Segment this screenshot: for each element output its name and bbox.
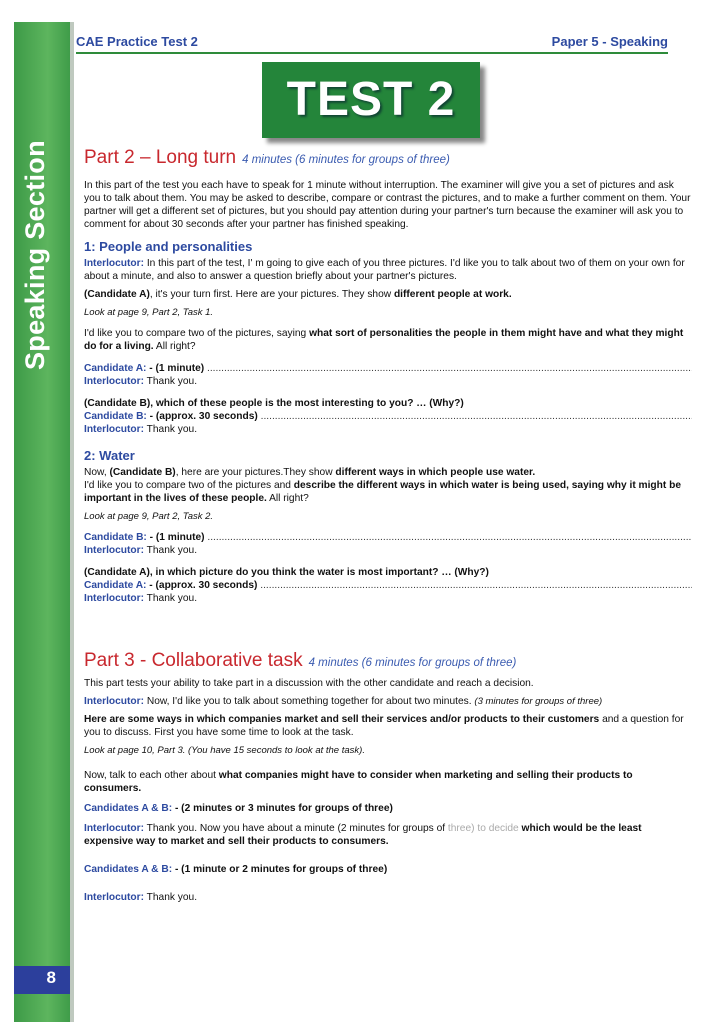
part3-heading: Part 3 - Collaborative task 4 minutes (6 minutes for groups of three) bbox=[84, 650, 517, 671]
part3-final-thanks: Interlocutor: Thank you. bbox=[84, 892, 198, 903]
task2-thanks-2: Interlocutor: Thank you. bbox=[84, 593, 198, 604]
task2-question-a: (Candidate A), in which picture do you think the water is most important? … (Why?) bbox=[84, 567, 489, 578]
task1-heading: 1: People and personalities bbox=[84, 239, 253, 254]
task2-heading: 2: Water bbox=[84, 448, 135, 463]
part3-talk: Now, talk to each other about what companies might have to consider when marketing and selling their products to consumers. bbox=[84, 770, 633, 794]
part3-thanks-decide: Interlocutor: Thank you. Now you have about a minute (2 minutes for groups of three) to decide which would be the least expensive way to market and sell their products to consumers. bbox=[84, 823, 642, 847]
header-left: CAE Practice Test 2 bbox=[76, 34, 198, 49]
part2-intro: In this part of the test you each have to speak for 1 minute without interruption. The examiner will give you a set of pictures and ask you to talk about them. You may be asked to describe, compare or contrast the pictures, and to make a further comment on them. Your partner will get a different set of pictures, but you should pay attention during your partner's turn because the examiner will ask you to comment for about 30 seconds after your partner has finished speaking. bbox=[84, 180, 691, 230]
running-header bbox=[76, 30, 668, 54]
task1-compare: I'd like you to compare two of the pictures, saying what sort of personalities the people in them might have and what they might do for a living. All right? bbox=[84, 328, 684, 352]
main-content bbox=[84, 147, 692, 909]
task1-candidate-a-line: Candidate A: - (1 minute) ..... bbox=[84, 362, 692, 375]
part3-interlocutor: Interlocutor: Now, I'd like you to talk about something together for about two minutes. (3 minutes for groups of three) bbox=[84, 696, 603, 707]
part3-candidates-line-2: Candidates A & B: - (1 minute or 2 minutes for groups of three) bbox=[84, 864, 388, 875]
task2-candidate-b-line: Candidate B: - (1 minute) ..... bbox=[84, 531, 692, 544]
part3-look: Look at page 10, Part 3. (You have 15 seconds to look at the task). bbox=[84, 745, 365, 756]
task1-question-b: (Candidate B), which of these people is the most interesting to you? … (Why?) bbox=[84, 398, 464, 409]
task2-now: Now, (Candidate B), here are your pictures.They show different ways in which people use water. bbox=[84, 467, 536, 478]
task1-thanks: Interlocutor: Thank you. bbox=[84, 376, 198, 387]
task1-interlocutor: Interlocutor: In this part of the test, I' m going to give each of you three pictures. I'd like you to talk about two of them on your own for about a minute, and also to answer a question briefly about your partner's pictures. bbox=[84, 258, 685, 282]
sidebar-shadow bbox=[70, 22, 74, 1022]
part3-intro: This part tests your ability to take part in a discussion with the other candidate and reach a decision. bbox=[84, 678, 534, 689]
task1-candidate-a: (Candidate A), it's your turn first. Here are your pictures. They show different people at work. bbox=[84, 289, 512, 300]
page-title: TEST 2 bbox=[262, 62, 480, 138]
header-right: Paper 5 - Speaking bbox=[551, 34, 668, 49]
task2-thanks: Interlocutor: Thank you. bbox=[84, 545, 198, 556]
task2-look: Look at page 9, Part 2, Task 2. bbox=[84, 511, 214, 522]
page-number: 8 bbox=[14, 966, 70, 994]
part2-heading: Part 2 – Long turn 4 minutes (6 minutes for groups of three) bbox=[84, 147, 450, 168]
task1-thanks-2: Interlocutor: Thank you. bbox=[84, 424, 198, 435]
task1-look: Look at page 9, Part 2, Task 1. bbox=[84, 307, 214, 318]
part3-ways: Here are some ways in which companies market and sell their services and/or products to their customers and a question for you to discuss. First you have some time to look at the task. bbox=[84, 714, 684, 738]
part3-candidates-line: Candidates A & B: - (2 minutes or 3 minutes for groups of three) bbox=[84, 803, 393, 814]
task1-candidate-b-line: Candidate B: - (approx. 30 seconds) ..... bbox=[84, 410, 692, 423]
task2-compare: I'd like you to compare two of the pictures and describe the different ways in which water is being used, saying why it might be important in the lives of these people. All right? bbox=[84, 480, 681, 504]
task2-candidate-a-line: Candidate A: - (approx. 30 seconds) ..... bbox=[84, 579, 692, 592]
